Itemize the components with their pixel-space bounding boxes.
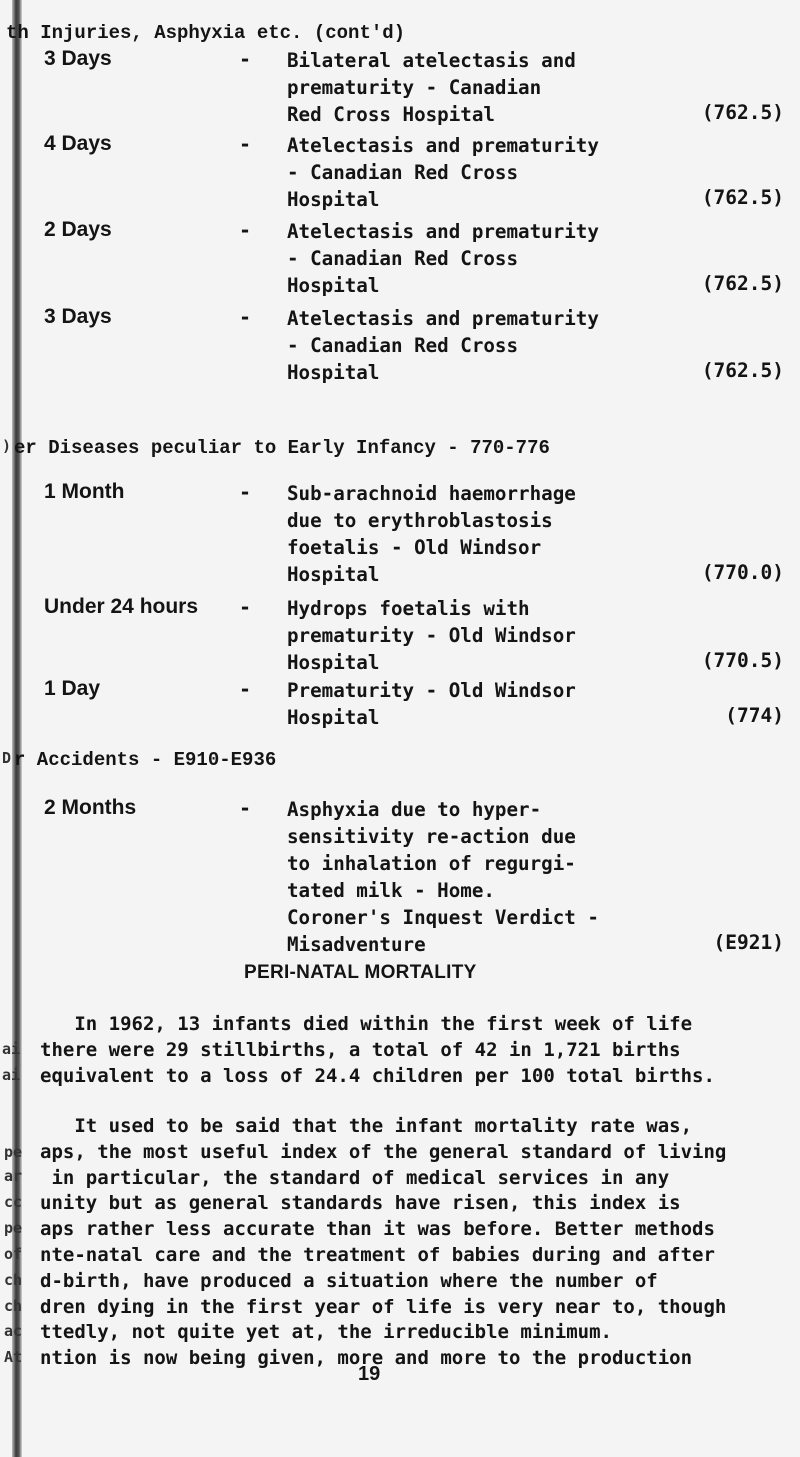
description-line: Hospital — [287, 706, 380, 729]
icd-code: (770.5) — [701, 649, 784, 672]
paragraph-line: aps, the most useful index of the general standard of living — [40, 1140, 727, 1163]
entry-dash: - — [239, 595, 252, 619]
entry-description — [287, 218, 599, 299]
description-line: due to erythroblastosis — [287, 509, 553, 532]
entry-age: 3 Days — [44, 47, 112, 70]
entry-dash: - — [239, 305, 252, 329]
paragraph-perinatal — [40, 1012, 800, 1089]
edge-fragment: At — [4, 1348, 23, 1366]
edge-fragment: ch — [4, 1271, 23, 1289]
description-line: Hospital — [287, 563, 380, 586]
description-line: Atelectasis and prematurity — [287, 307, 599, 330]
paragraph-line: there were 29 stillbirths, a total of 42 in 1,721 births — [40, 1038, 681, 1061]
edge-fragment: cc — [4, 1193, 23, 1211]
edge-fragment: ai — [2, 1040, 21, 1058]
entry-dash: - — [239, 677, 252, 701]
icd-code: (774) — [725, 704, 784, 727]
edge-fragment: ) — [2, 437, 12, 455]
edge-fragment: pe — [4, 1219, 23, 1237]
page-number: 19 — [358, 1363, 381, 1385]
entry-dash: - — [239, 480, 252, 504]
description-line: prematurity - Canadian — [287, 76, 542, 99]
description-line: to inhalation of regurgi- — [287, 852, 576, 875]
entry-dash: - — [239, 132, 252, 156]
edge-fragment: ai — [2, 1066, 21, 1084]
description-line: - Canadian Red Cross — [287, 247, 519, 270]
description-line: Bilateral atelectasis and — [287, 49, 576, 72]
icd-code: (762.5) — [701, 272, 784, 295]
section-title: PERI-NATAL MORTALITY — [244, 962, 477, 983]
entry-description — [287, 595, 576, 676]
edge-fragment: ch — [4, 1297, 23, 1315]
entry-age: 2 Months — [44, 796, 137, 819]
heading-injuries: th Injuries, Asphyxia etc. (cont'd) — [6, 22, 406, 44]
paragraph-line: In 1962, 13 infants died within the first week of life — [40, 1013, 693, 1035]
entry-dash: - — [239, 218, 252, 242]
entry-description — [287, 305, 599, 386]
icd-code: (762.5) — [701, 186, 784, 209]
entry-age: 3 Days — [44, 305, 112, 328]
description-line: Atelectasis and prematurity — [287, 134, 599, 157]
icd-code: (770.0) — [701, 561, 784, 584]
description-line: prematurity - Old Windsor — [287, 624, 576, 647]
paragraph-line: in particular, the standard of medical services in any — [40, 1166, 670, 1189]
paragraph-line: ntion is now being given, more and more to the production — [40, 1347, 693, 1370]
paragraph-line: nte-natal care and the treatment of babies during and after — [40, 1243, 715, 1266]
description-line: sensitivity re-action due — [287, 825, 576, 848]
description-line: Red Cross Hospital — [287, 103, 495, 126]
description-line: Hospital — [287, 651, 380, 674]
description-line: Hospital — [287, 274, 380, 297]
description-line: - Canadian Red Cross — [287, 161, 519, 184]
entry-age: 4 Days — [44, 132, 112, 155]
edge-fragment: D — [2, 749, 12, 767]
description-line: Hospital — [287, 188, 380, 211]
icd-code: (E921) — [713, 931, 784, 954]
icd-code: (762.5) — [701, 101, 784, 124]
entry-age: 1 Day — [44, 677, 101, 700]
entry-description — [287, 796, 599, 958]
entry-description — [287, 677, 576, 731]
entry-dash: - — [239, 796, 252, 820]
paragraph-infant-mortality — [40, 1114, 800, 1372]
description-line: Prematurity - Old Windsor — [287, 679, 576, 702]
entry-dash: - — [239, 47, 252, 71]
paragraph-line: It used to be said that the infant mortality rate was, — [40, 1115, 693, 1137]
description-line: Hydrops foetalis with — [287, 597, 530, 620]
paragraph-line: ttedly, not quite yet at, the irreducible minimum. — [40, 1321, 612, 1344]
entry-age: 1 Month — [44, 480, 125, 503]
entry-age: Under 24 hours — [44, 595, 199, 618]
paragraph-line: dren dying in the first year of life is very near to, though — [40, 1295, 727, 1318]
description-line: Atelectasis and prematurity — [287, 220, 599, 243]
paragraph-line: aps rather less accurate than it was before. Better methods — [40, 1218, 715, 1241]
edge-fragment: pe — [4, 1143, 23, 1161]
entry-description — [287, 480, 576, 588]
heading-diseases: er Diseases peculiar to Early Infancy - 770-776 — [14, 437, 550, 459]
edge-fragment: of — [4, 1245, 23, 1263]
description-line: Sub-arachnoid haemorrhage — [287, 482, 576, 505]
paragraph-line: unity but as general standards have risen, this index is — [40, 1192, 681, 1215]
description-line: Coroner's Inquest Verdict - — [287, 906, 599, 929]
entry-description — [287, 132, 599, 213]
binding-edge — [12, 0, 22, 1457]
entry-age: 2 Days — [44, 218, 112, 241]
edge-fragment: ar — [4, 1167, 23, 1185]
description-line: Misadventure — [287, 933, 426, 956]
description-line: foetalis - Old Windsor — [287, 536, 542, 559]
entry-description — [287, 47, 576, 128]
paragraph-line: equivalent to a loss of 24.4 children per 100 total births. — [40, 1064, 715, 1087]
edge-fragment: ac — [4, 1322, 23, 1340]
heading-accidents: r Accidents - E910-E936 — [14, 749, 277, 771]
description-line: tated milk - Home. — [287, 879, 495, 902]
icd-code: (762.5) — [701, 359, 784, 382]
paragraph-line: d-birth, have produced a situation where the number of — [40, 1269, 658, 1292]
description-line: Hospital — [287, 361, 380, 384]
description-line: Asphyxia due to hyper- — [287, 798, 542, 821]
description-line: - Canadian Red Cross — [287, 334, 519, 357]
